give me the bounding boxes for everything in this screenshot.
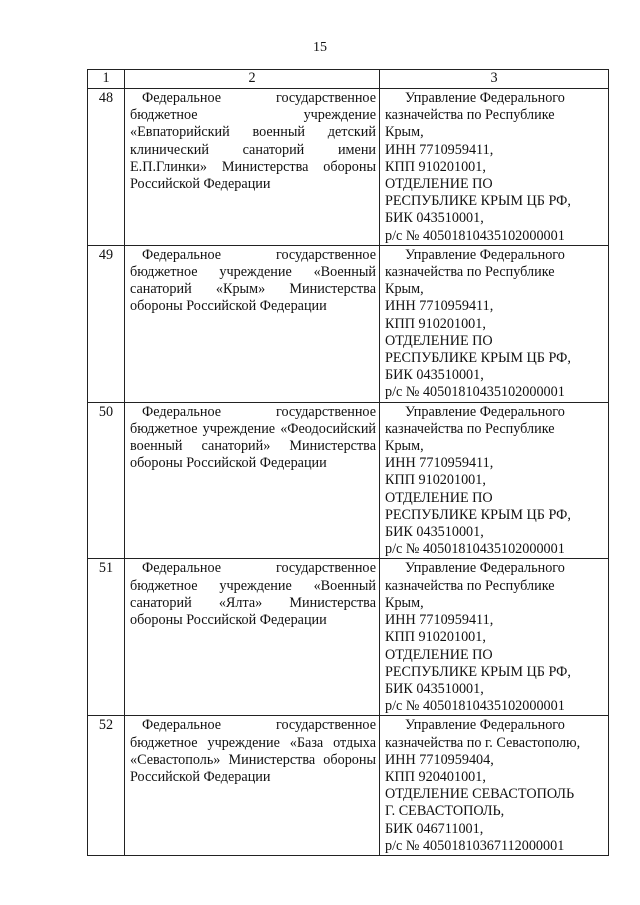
- detail-line: Управление Федерального: [405, 403, 565, 420]
- institution-name-cell: [125, 559, 380, 716]
- detail-line: Управление Федерального: [405, 90, 565, 106]
- table-header-row: [88, 70, 609, 89]
- detail-line: КПП 910201001,: [385, 629, 486, 646]
- bank-details-cell: [380, 245, 609, 402]
- detail-line: казначейства по Республике: [385, 107, 555, 124]
- detail-line: ОТДЕЛЕНИЕ ПО: [385, 176, 493, 193]
- detail-line: БИК 043510001,: [385, 210, 484, 227]
- detail-line: казначейства по Республике: [385, 577, 555, 594]
- detail-line: р/с № 40501810435102000001: [385, 227, 565, 244]
- table-row: [88, 402, 609, 559]
- column-header-3: 3: [380, 70, 609, 89]
- detail-line: ОТДЕЛЕНИЕ ПО: [385, 489, 493, 506]
- detail-line: р/с № 40501810435102000001: [385, 384, 565, 401]
- row-number: 49: [88, 245, 125, 402]
- detail-line: КПП 910201001,: [385, 472, 486, 489]
- detail-line: ИНН 7710959411,: [385, 141, 494, 158]
- detail-line: Управление Федерального: [405, 560, 565, 577]
- institutions-table: [87, 69, 609, 856]
- detail-line: БИК 043510001,: [385, 367, 484, 384]
- detail-line: Управление Федерального: [405, 246, 565, 263]
- institution-name: Федеральное государственное бюджетное учреждение «Евпаторийский военный детский клинический санаторий имени Е.П.Глинки» Министерства обороны Российской Федерации: [130, 90, 376, 193]
- detail-line: КПП 910201001,: [385, 315, 486, 332]
- detail-line: ИНН 7710959404,: [385, 751, 494, 768]
- institution-name-cell: [125, 89, 380, 246]
- table-row: [88, 89, 609, 246]
- bank-details-cell: [380, 716, 609, 856]
- bank-details-cell: [380, 559, 609, 716]
- column-header-2: 2: [125, 70, 380, 89]
- detail-line: КПП 910201001,: [385, 158, 486, 175]
- institution-name-cell: [125, 245, 380, 402]
- institution-name: Федеральное государственное бюджетное учреждение «Военный санаторий «Крым» Министерства обороны Российской Федерации: [130, 246, 376, 315]
- institution-name-cell: [125, 716, 380, 856]
- detail-line: БИК 043510001,: [385, 524, 484, 541]
- detail-line: Крым,: [385, 438, 424, 455]
- institution-name: Федеральное государственное бюджетное учреждение «Военный санаторий «Ялта» Министерства обороны Российской Федерации: [130, 560, 376, 629]
- detail-line: казначейства по Республике: [385, 264, 555, 281]
- detail-line: ИНН 7710959411,: [385, 298, 494, 315]
- detail-line: ОТДЕЛЕНИЕ ПО: [385, 646, 493, 663]
- table-row: [88, 559, 609, 716]
- detail-line: Г. СЕВАСТОПОЛЬ,: [385, 803, 505, 820]
- institution-name: Федеральное государственное бюджетное учреждение «База отдыха «Севастополь» Министерства обороны Российской Федерации: [130, 717, 376, 785]
- column-header-1: 1: [88, 70, 125, 89]
- page-number: 15: [313, 40, 327, 55]
- detail-line: РЕСПУБЛИКЕ КРЫМ ЦБ РФ,: [385, 506, 571, 523]
- table-row: [88, 716, 609, 856]
- bank-details-cell: [380, 402, 609, 559]
- row-number: 50: [88, 402, 125, 559]
- detail-line: ИНН 7710959411,: [385, 455, 494, 472]
- table-row: [88, 245, 609, 402]
- detail-line: Крым,: [385, 281, 424, 298]
- detail-line: Крым,: [385, 594, 424, 611]
- row-number: 51: [88, 559, 125, 716]
- institution-name-cell: [125, 402, 380, 559]
- detail-line: р/с № 40501810367112000001: [385, 837, 565, 854]
- detail-line: р/с № 40501810435102000001: [385, 541, 565, 558]
- detail-line: РЕСПУБЛИКЕ КРЫМ ЦБ РФ,: [385, 350, 571, 367]
- detail-line: РЕСПУБЛИКЕ КРЫМ ЦБ РФ,: [385, 193, 571, 210]
- detail-line: ИНН 7710959411,: [385, 612, 494, 629]
- detail-line: РЕСПУБЛИКЕ КРЫМ ЦБ РФ,: [385, 663, 571, 680]
- detail-line: казначейства по г. Севастополю,: [385, 734, 581, 751]
- bank-details-cell: [380, 89, 609, 246]
- detail-line: р/с № 40501810435102000001: [385, 698, 565, 715]
- detail-line: БИК 043510001,: [385, 680, 484, 697]
- detail-line: Управление Федерального: [405, 717, 565, 734]
- detail-line: казначейства по Республике: [385, 420, 555, 437]
- detail-line: ОТДЕЛЕНИЕ ПО: [385, 332, 493, 349]
- detail-line: КПП 920401001,: [385, 768, 486, 785]
- row-number: 48: [88, 89, 125, 246]
- detail-line: Крым,: [385, 124, 424, 141]
- row-number: 52: [88, 716, 125, 856]
- detail-line: ОТДЕЛЕНИЕ СЕВАСТОПОЛЬ: [385, 786, 575, 803]
- detail-line: БИК 046711001,: [385, 820, 484, 837]
- institution-name: Федеральное государственное бюджетное учреждение «Феодосийский военный санаторий» Министерства обороны Российской Федерации: [130, 403, 376, 472]
